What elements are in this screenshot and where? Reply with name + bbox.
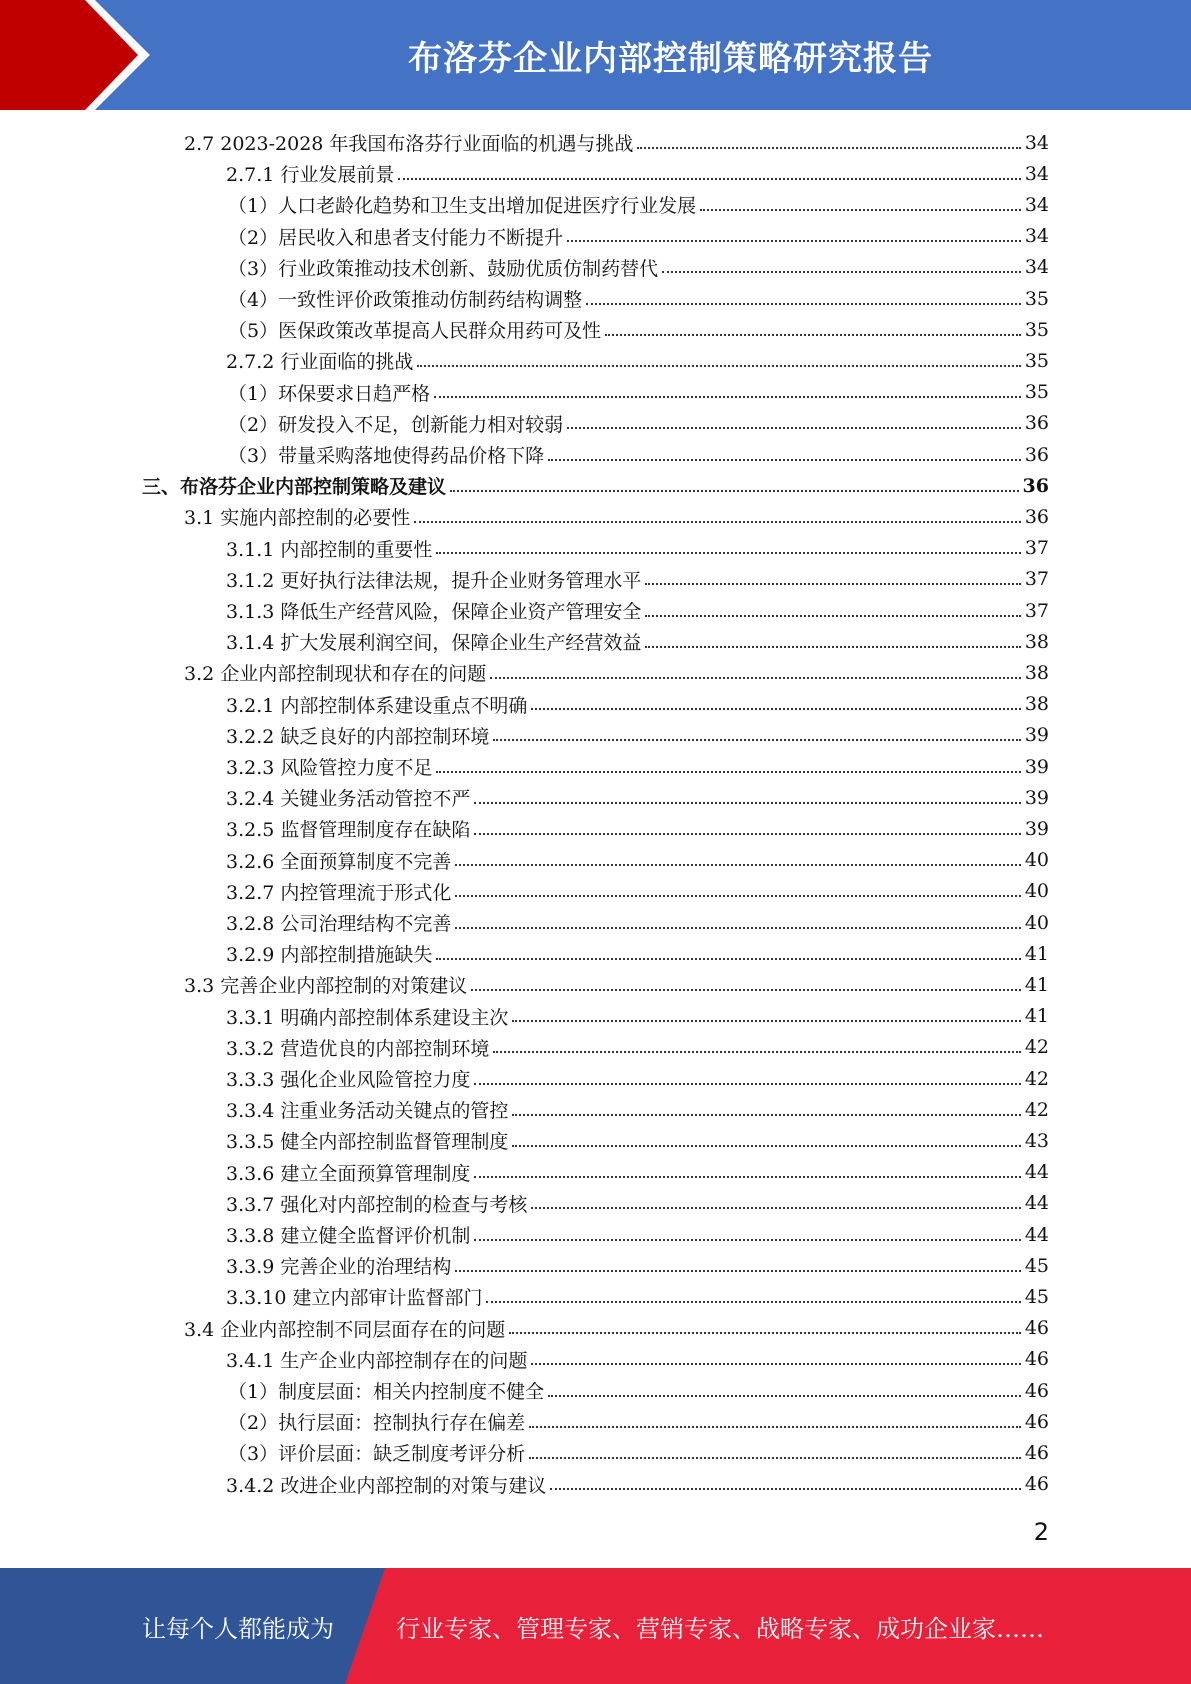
toc-entry-title: 3.2.6 全面预算制度不完善 xyxy=(226,850,452,873)
toc-entry-page: 38 xyxy=(1024,661,1049,684)
toc-entry-page: 35 xyxy=(1024,381,1049,404)
document-title: 布洛芬企业内部控制策略研究报告 xyxy=(408,38,933,79)
toc-entry-page: 37 xyxy=(1024,599,1049,622)
toc-dot-leader xyxy=(512,1131,1020,1147)
toc-dot-leader xyxy=(531,694,1020,710)
toc-entry-page: 46 xyxy=(1024,1348,1049,1371)
toc-entry[interactable] xyxy=(226,1281,1049,1312)
footer-slogan-left: 让每个人都能成为 xyxy=(142,1614,334,1643)
toc-entry-page: 35 xyxy=(1024,349,1049,372)
toc-entry-title: 3.2.7 内控管理流于形式化 xyxy=(226,881,452,904)
toc-entry[interactable] xyxy=(184,969,1049,1000)
toc-dot-leader xyxy=(490,663,1021,679)
toc-entry[interactable] xyxy=(226,1157,1049,1188)
toc-dot-leader xyxy=(645,632,1020,648)
toc-entry-page: 44 xyxy=(1024,1223,1049,1246)
toc-entry-page: 46 xyxy=(1024,1379,1049,1402)
toc-entry-title: 3.2.5 监督管理制度存在缺陷 xyxy=(226,819,471,842)
toc-dot-leader xyxy=(548,1381,1021,1397)
toc-entry-title: 3.1.3 降低生产经营风险，保障企业资产管理安全 xyxy=(226,601,642,623)
toc-entry-title: （3）带量采购落地使得药品价格下降 xyxy=(228,445,545,467)
toc-dot-leader xyxy=(450,476,1019,492)
toc-entry-page: 37 xyxy=(1024,537,1049,560)
toc-dot-leader xyxy=(512,1006,1020,1022)
toc-entry[interactable] xyxy=(226,813,1049,844)
toc-entry-page: 39 xyxy=(1024,724,1049,747)
toc-dot-leader xyxy=(493,1037,1020,1053)
toc-entry-title: 2.7 2023-2028 年我国布洛芬行业面临的机遇与挑战 xyxy=(184,133,634,155)
toc-entry-page: 37 xyxy=(1024,568,1049,591)
toc-entry[interactable] xyxy=(228,1375,1049,1406)
toc-entry-title: 3.4.1 生产企业内部控制存在的问题 xyxy=(226,1349,528,1372)
toc-entry[interactable] xyxy=(226,345,1049,376)
toc-dot-leader xyxy=(455,1256,1020,1272)
toc-entry-title: 3.3.4 注重业务活动关键点的管控 xyxy=(226,1100,509,1123)
toc-dot-leader xyxy=(529,1443,1021,1459)
toc-entry-page: 45 xyxy=(1024,1254,1049,1277)
toc-entry-page: 42 xyxy=(1024,1098,1049,1121)
toc-entry-page: 38 xyxy=(1024,693,1049,716)
toc-entry[interactable] xyxy=(226,626,1049,657)
toc-entry[interactable] xyxy=(226,1344,1049,1375)
toc-entry-page: 34 xyxy=(1024,256,1049,279)
toc-entry[interactable] xyxy=(228,1406,1049,1437)
toc-entry-title: 3.3.5 健全内部控制监督管理制度 xyxy=(226,1131,509,1154)
toc-dot-leader xyxy=(493,725,1020,741)
toc-entry-page: 39 xyxy=(1024,755,1049,778)
toc-entry[interactable] xyxy=(226,1094,1049,1125)
page-footer xyxy=(0,1568,1191,1684)
toc-entry[interactable] xyxy=(226,845,1049,876)
toc-entry-page: 40 xyxy=(1024,880,1049,903)
toc-dot-leader xyxy=(529,1412,1021,1428)
toc-entry-page: 36 xyxy=(1024,505,1049,528)
toc-entry-title: 3.3.2 营造优良的内部控制环境 xyxy=(226,1037,490,1060)
toc-entry[interactable] xyxy=(226,720,1049,751)
toc-entry[interactable] xyxy=(226,876,1049,907)
toc-entry-title: 3.4 企业内部控制不同层面存在的问题 xyxy=(184,1318,506,1341)
toc-dot-leader xyxy=(531,1193,1020,1209)
toc-dot-leader xyxy=(474,1225,1020,1241)
toc-entry[interactable] xyxy=(226,564,1049,595)
toc-entry-page: 36 xyxy=(1022,474,1049,497)
toc-entry-page: 34 xyxy=(1024,162,1049,185)
toc-entry-page: 40 xyxy=(1024,911,1049,934)
toc-entry[interactable] xyxy=(226,782,1049,813)
toc-dot-leader xyxy=(471,975,1021,991)
toc-entry-title: 3.2.2 缺乏良好的内部控制环境 xyxy=(226,725,490,748)
toc-entry[interactable] xyxy=(226,158,1049,189)
toc-entry-title: 3.3.3 强化企业风险管控力度 xyxy=(226,1069,471,1091)
toc-entry-title: 3.2.3 风险管控力度不足 xyxy=(226,757,433,779)
footer-slogan-right: 行业专家、管理专家、营销专家、战略专家、成功企业家…… xyxy=(396,1614,1044,1643)
toc-entry[interactable] xyxy=(226,1188,1049,1219)
toc-entry[interactable] xyxy=(184,501,1049,532)
toc-entry-title: 3.2.1 内部控制体系建设重点不明确 xyxy=(226,694,528,717)
toc-entry-page: 36 xyxy=(1024,443,1049,466)
toc-entry-page: 36 xyxy=(1024,412,1049,435)
toc-entry[interactable] xyxy=(226,1250,1049,1281)
toc-entry-page: 34 xyxy=(1024,131,1049,154)
toc-entry-title: 3.3.8 建立健全监督评价机制 xyxy=(226,1225,471,1247)
toc-entry-title: （1）制度层面：相关内控制度不健全 xyxy=(228,1381,545,1403)
toc-entry-page: 41 xyxy=(1024,942,1049,965)
toc-entry[interactable] xyxy=(228,408,1049,439)
toc-entry-title: 3.1.4 扩大发展利润空间，保障企业生产经营效益 xyxy=(226,632,642,655)
toc-entry-page: 35 xyxy=(1024,287,1049,310)
toc-entry[interactable] xyxy=(228,1437,1049,1468)
toc-dot-leader xyxy=(700,195,1021,211)
toc-entry[interactable] xyxy=(226,689,1049,720)
toc-dot-leader xyxy=(645,601,1020,617)
toc-entry-page: 41 xyxy=(1024,973,1049,996)
toc-dot-leader xyxy=(645,569,1020,585)
toc-entry[interactable] xyxy=(184,1313,1049,1344)
toc-entry-title: 3.4.2 改进企业内部控制的对策与建议 xyxy=(226,1474,547,1497)
toc-entry-page: 43 xyxy=(1024,1129,1049,1152)
toc-entry-title: （2）执行层面：控制执行存在偏差 xyxy=(228,1412,526,1435)
toc-entry-title: 3.2 企业内部控制现状和存在的问题 xyxy=(184,663,487,686)
toc-entry[interactable] xyxy=(226,533,1049,564)
toc-dot-leader xyxy=(455,881,1020,897)
toc-entry-page: 42 xyxy=(1024,1036,1049,1059)
toc-entry[interactable] xyxy=(228,314,1049,345)
toc-entry-page: 44 xyxy=(1024,1192,1049,1215)
toc-entry[interactable] xyxy=(226,1125,1049,1156)
toc-entry-page: 35 xyxy=(1024,318,1049,341)
toc-dot-leader xyxy=(637,133,1020,149)
toc-entry[interactable] xyxy=(184,127,1049,158)
toc-entry-title: 3.3.6 建立全面预算管理制度 xyxy=(226,1162,471,1185)
header-arrow-decoration xyxy=(0,0,160,110)
toc-dot-leader xyxy=(509,1318,1021,1334)
toc-entry-title: 三、布洛芬企业内部控制策略及建议 xyxy=(142,476,447,499)
toc-entry-title: 3.3.1 明确内部控制体系建设主次 xyxy=(226,1006,509,1029)
toc-dot-leader xyxy=(414,507,1021,523)
toc-entry[interactable] xyxy=(228,221,1049,252)
toc-dot-leader xyxy=(531,1349,1020,1365)
toc-entry[interactable] xyxy=(228,439,1049,470)
toc-dot-leader xyxy=(417,351,1020,367)
toc-entry-title: 3.3 完善企业内部控制的对策建议 xyxy=(184,975,468,998)
page-header xyxy=(0,0,1191,110)
toc-entry[interactable] xyxy=(226,1063,1049,1094)
toc-dot-leader xyxy=(474,1069,1020,1085)
toc-entry-title: 2.7.2 行业面临的挑战 xyxy=(226,351,414,374)
toc-dot-leader xyxy=(436,944,1020,960)
toc-dot-leader xyxy=(455,913,1020,929)
toc-entry[interactable] xyxy=(226,1001,1049,1032)
toc-entry[interactable] xyxy=(226,751,1049,782)
toc-entry[interactable] xyxy=(226,1032,1049,1063)
toc-dot-leader xyxy=(474,1162,1020,1178)
toc-dot-leader xyxy=(662,257,1021,273)
toc-entry-title: 3.2.9 内部控制措施缺失 xyxy=(226,944,433,967)
toc-entry-title: 3.2.4 关键业务活动管控不严 xyxy=(226,788,471,811)
toc-entry-title: （3）行业政策推动技术创新、鼓励优质仿制药替代 xyxy=(228,257,659,280)
toc-entry[interactable] xyxy=(226,595,1049,626)
toc-entry-title: 3.2.8 公司治理结构不完善 xyxy=(226,913,452,935)
toc-entry[interactable] xyxy=(226,1469,1049,1500)
toc-entry-title: 3.3.10 建立内部审计监督部门 xyxy=(226,1287,483,1310)
toc-entry[interactable] xyxy=(184,657,1049,688)
toc-entry-page: 44 xyxy=(1024,1161,1049,1184)
toc-entry-title: （3）评价层面：缺乏制度考评分析 xyxy=(228,1443,526,1466)
toc-dot-leader xyxy=(550,1474,1020,1490)
toc-entry-title: （1）人口老龄化趋势和卫生支出增加促进医疗行业发展 xyxy=(228,195,697,218)
toc-entry-title: 3.1.2 更好执行法律法规，提升企业财务管理水平 xyxy=(226,569,642,592)
toc-dot-leader xyxy=(567,226,1021,242)
toc-entry[interactable] xyxy=(142,470,1049,501)
toc-dot-leader xyxy=(567,413,1021,429)
toc-entry-page: 46 xyxy=(1024,1317,1049,1340)
toc-entry[interactable] xyxy=(228,283,1049,314)
toc-entry-title: （1）环保要求日趋严格 xyxy=(228,382,431,405)
toc-entry-title: 3.1 实施内部控制的必要性 xyxy=(184,507,411,530)
toc-dot-leader xyxy=(436,538,1020,554)
toc-entry[interactable] xyxy=(228,377,1049,408)
toc-dot-leader xyxy=(436,757,1020,773)
toc-entry[interactable] xyxy=(228,252,1049,283)
toc-entry-page: 41 xyxy=(1024,1005,1049,1028)
toc-entry-title: （5）医保政策改革提高人民群众用药可及性 xyxy=(228,320,602,343)
toc-entry[interactable] xyxy=(226,938,1049,969)
toc-entry-page: 34 xyxy=(1024,193,1049,216)
toc-entry-title: 2.7.1 行业发展前景 xyxy=(226,164,395,187)
toc-dot-leader xyxy=(398,164,1020,180)
toc-dot-leader xyxy=(474,788,1020,804)
toc-entry-page: 46 xyxy=(1024,1473,1049,1496)
toc-entry-page: 42 xyxy=(1024,1067,1049,1090)
toc-entry-page: 46 xyxy=(1024,1441,1049,1464)
toc-dot-leader xyxy=(605,320,1021,336)
toc-dot-leader xyxy=(486,1287,1020,1303)
toc-entry[interactable] xyxy=(228,189,1049,220)
toc-dot-leader xyxy=(586,289,1021,305)
toc-entry-title: （4）一致性评价政策推动仿制药结构调整 xyxy=(228,289,583,311)
toc-entry-title: 3.3.7 强化对内部控制的检查与考核 xyxy=(226,1193,528,1216)
toc-dot-leader xyxy=(434,382,1021,398)
toc-entry-page: 45 xyxy=(1024,1285,1049,1308)
toc-entry-page: 34 xyxy=(1024,225,1049,248)
toc-dot-leader xyxy=(474,819,1020,835)
toc-entry-title: 3.1.1 内部控制的重要性 xyxy=(226,538,433,561)
toc-dot-leader xyxy=(548,445,1021,461)
toc-entry-title: （2）研发投入不足，创新能力相对较弱 xyxy=(228,413,564,436)
toc-entry-page: 39 xyxy=(1024,786,1049,809)
toc-entry-title: （2）居民收入和患者支付能力不断提升 xyxy=(228,226,564,249)
toc-dot-leader xyxy=(455,850,1020,866)
toc-entry-page: 40 xyxy=(1024,849,1049,872)
toc-entry-page: 46 xyxy=(1024,1410,1049,1433)
toc-entry-title: 3.3.9 完善企业的治理结构 xyxy=(226,1256,452,1279)
toc-entry-page: 39 xyxy=(1024,817,1049,840)
page-number: 2 xyxy=(1033,1518,1049,1546)
toc-entry[interactable] xyxy=(226,907,1049,938)
toc-entry-page: 38 xyxy=(1024,630,1049,653)
toc-dot-leader xyxy=(512,1100,1020,1116)
toc-entry[interactable] xyxy=(226,1219,1049,1250)
